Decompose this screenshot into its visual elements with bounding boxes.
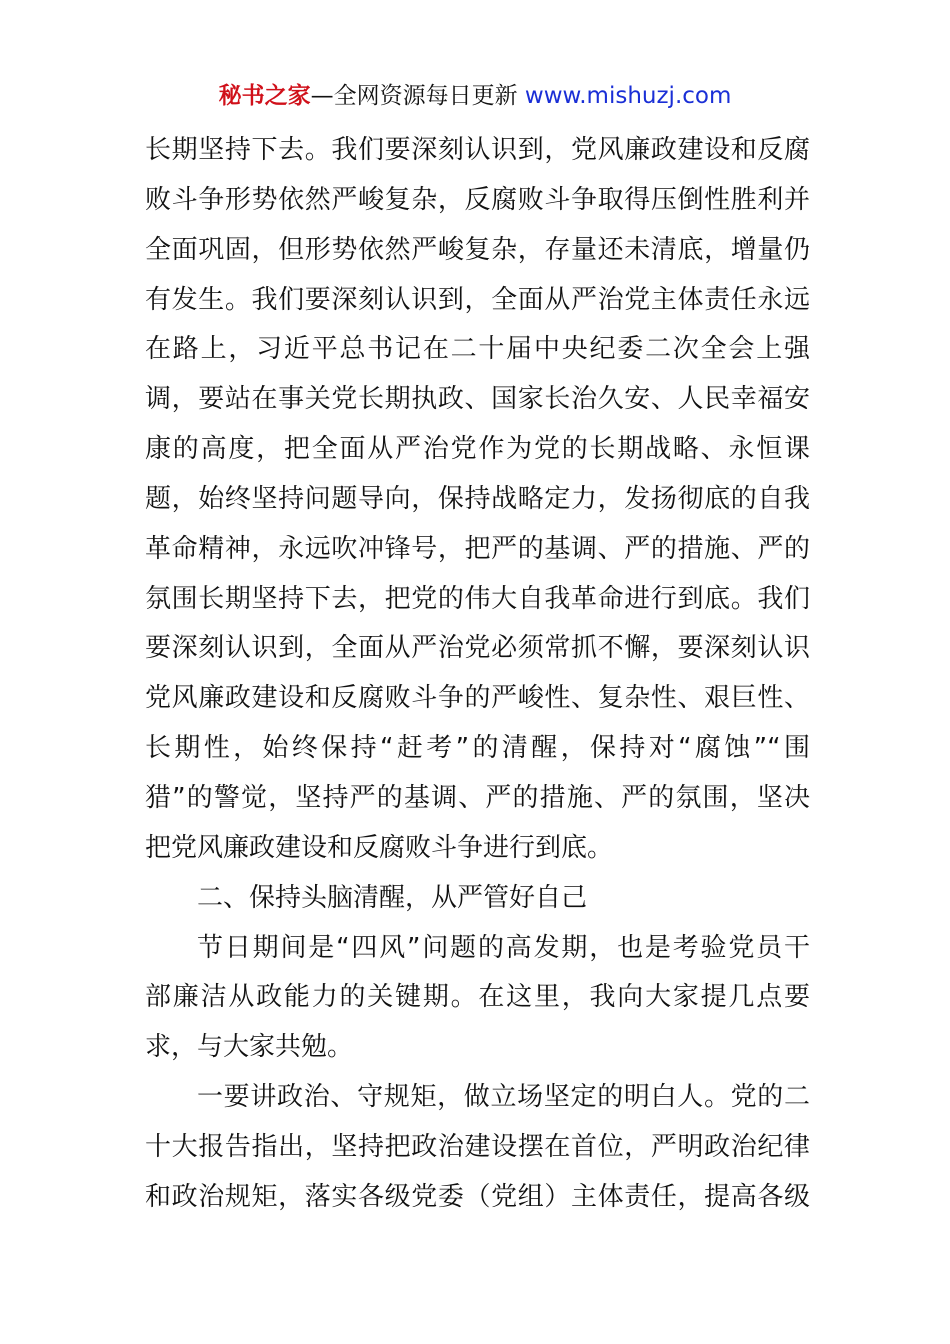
text-line: 猎”的警觉，坚持严的基调、严的措施、严的氛围，坚决 <box>145 782 810 813</box>
section-heading: 二、保持头脑清醒，从严管好自己 <box>197 882 588 913</box>
text-line: 败斗争形势依然严峻复杂，反腐败斗争取得压倒性胜利并 <box>145 184 810 215</box>
text-line: 氛围长期坚持下去，把党的伟大自我革命进行到底。我们 <box>145 583 810 614</box>
paragraph-first-line: 一要讲政治、守规矩，做立场坚定的明白人。党的二 <box>197 1082 810 1113</box>
text-line: 题，始终坚持问题导向，保持战略定力，发扬彻底的自我 <box>145 483 810 514</box>
text-line: 长期性，始终保持“赶考”的清醒，保持对“腐蚀”“围 <box>145 733 810 764</box>
text-line: 全面巩固，但形势依然严峻复杂，存量还未清底，增量仍 <box>145 234 810 265</box>
site-header <box>0 80 950 112</box>
paragraph-end-line: 把党风廉政建设和反腐败斗争进行到底。 <box>145 832 614 863</box>
paragraph-end-line: 求，与大家共勉。 <box>145 1032 354 1063</box>
text-line: 要深刻认识到，全面从严治党必须常抓不懈，要深刻认识 <box>145 633 810 664</box>
paragraph-first-line: 节日期间是“四风”问题的高发期，也是考验党员干 <box>197 932 810 963</box>
text-line: 十大报告指出，坚持把政治建设摆在首位，严明政治纪律 <box>145 1131 810 1162</box>
site-tagline: —全网资源每日更新 <box>310 83 518 109</box>
document-body <box>145 126 810 1223</box>
text-line: 部廉洁从政能力的关键期。在这里，我向大家提几点要 <box>145 982 810 1013</box>
text-line: 和政治规矩，落实各级党委（党组）主体责任，提高各级 <box>145 1181 810 1212</box>
text-line: 有发生。我们要深刻认识到，全面从严治党主体责任永远 <box>145 284 810 315</box>
text-line: 革命精神，永远吹冲锋号，把严的基调、严的措施、严的 <box>145 533 810 564</box>
text-line: 康的高度，把全面从严治党作为党的长期战略、永恒课 <box>145 434 810 465</box>
site-brand: 秘书之家 <box>218 83 311 109</box>
text-line: 党风廉政建设和反腐败斗争的严峻性、复杂性、艰巨性、 <box>145 683 810 714</box>
site-url-link[interactable]: www.mishuzj.com <box>524 83 732 109</box>
text-line: 调，要站在事关党长期执政、国家长治久安、人民幸福安 <box>145 384 810 415</box>
text-line: 长期坚持下去。我们要深刻认识到，党风廉政建设和反腐 <box>145 135 810 165</box>
text-line: 在路上，习近平总书记在二十届中央纪委二次全会上强 <box>145 334 810 365</box>
